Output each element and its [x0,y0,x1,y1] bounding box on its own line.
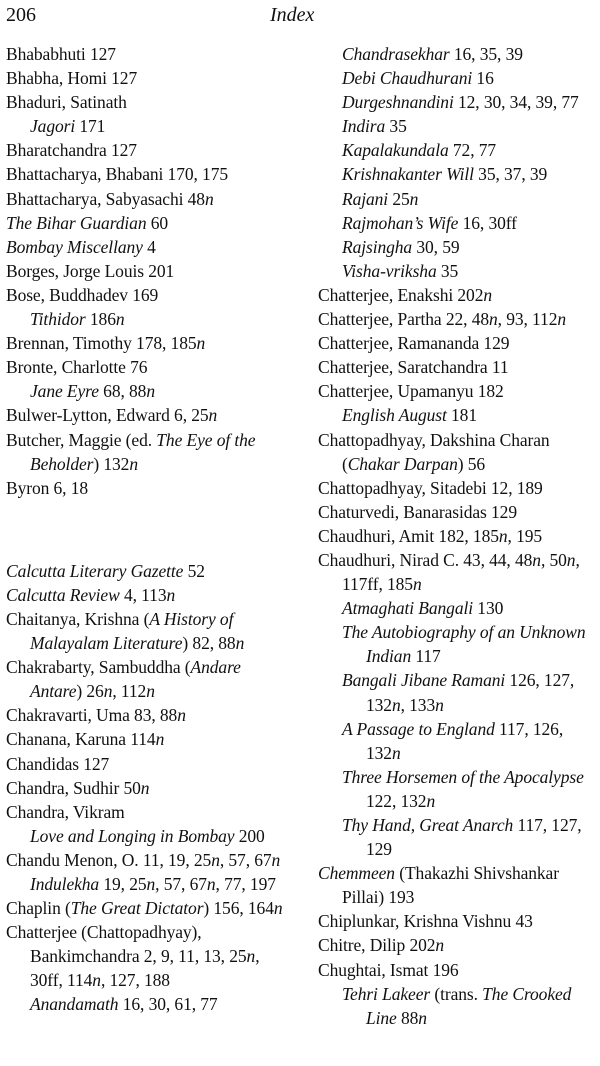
index-subentry: English August 181 [342,405,477,426]
index-subentry: Jagori 171 [30,116,106,137]
index-entry: Chatterjee, Partha 22, 48n, 93, 112n [318,309,567,330]
index-entry: Bose, Buddhadev 169 [6,284,159,305]
index-entry: Chaudhuri, Nirad C. 43, 44, 48n, 50n, 117ff, 185n [318,549,580,595]
index-subentry: Three Horsemen of the Apocalypse 122, 132n [342,766,584,811]
index-subentry: Rajmohan’s Wife 16, 30ff [342,212,517,233]
index-subentry: Bangali Jibane Ramani 126, 127, 132n, 133n [342,670,575,715]
page-number: 206 [6,4,36,26]
index-entry: Bhaduri, Satinath [6,92,127,113]
index-subentry: The Autobiography of an Unknown Indian 117 [342,622,586,667]
index-subentry: Indulekha 19, 25n, 57, 67n, 77, 197 [30,874,276,894]
index-entry: Bhababhuti 127 [6,44,116,64]
index-entry: Chaudhuri, Amit 182, 185n, 195 [318,525,543,546]
index-subentry: Tehri Lakeer (trans. The Crooked Line 88n [342,983,572,1028]
index-subentry: Durgeshnandini 12, 30, 34, 39, 77 [342,92,579,113]
index-entry: Chandidas 127 [6,753,110,774]
section-gap [6,517,296,541]
index-entry: Calcutta Review 4, 113n [6,584,176,605]
index-subentry: Rajani 25n [342,188,419,209]
index-subentry: Thy Hand, Great Anarch 117, 127, 129 [342,815,582,860]
index-column-left [6,42,296,1017]
index-entry: Chatterjee, Saratchandra 11 [318,357,509,378]
index-entry: The Bihar Guardian 60 [6,212,169,233]
index-subentry: Krishnakanter Will 35, 37, 39 [342,164,548,185]
index-entry: Chatterjee, Ramananda 129 [318,333,510,354]
index-entry: Chattopadhyay, Dakshina Charan (Chakar Darpan) 56 [318,429,550,474]
index-entry: Chakravarti, Uma 83, 88n [6,705,186,726]
index-entry: Chaturvedi, Banarasidas 129 [318,501,517,522]
index-subentry: Atmaghati Bangali 130 [342,598,504,619]
index-entry: Chatterjee, Upamanyu 182 [318,381,504,402]
index-entry: Bhattacharya, Sabyasachi 48n [6,188,214,209]
index-subentry: Tithidor 186n [30,309,125,330]
index-subentry: Jane Eyre 68, 88n [30,381,155,402]
index-entry: Chemmeen (Thakazhi Shivshankar Pillai) 193 [318,863,559,908]
index-entry: Chatterjee (Chattopadhyay), Bankimchandra 2, 9, 11, 13, 25n, 30ff, 114n, 127, 188 [6,922,260,991]
index-subentry: A Passage to England 117, 126, 132n [342,718,564,763]
index-entry: Chughtai, Ismat 196 [318,959,459,980]
index-entry: Chatterjee, Enakshi 202n [318,284,493,305]
index-subentry: Debi Chaudhurani 16 [342,68,494,89]
index-subentry: Love and Longing in Bombay 200 [30,825,265,846]
index-entry: Chandu Menon, O. 11, 19, 25n, 57, 67n [6,849,281,870]
index-entry: Chandra, Sudhir 50n [6,777,150,798]
index-subentry: Rajsingha 30, 59 [342,236,460,257]
index-subentry: Kapalakundala 72, 77 [342,140,497,161]
index-entry: Chitre, Dilip 202n [318,935,445,956]
index-entry: Bulwer-Lytton, Edward 6, 25n [6,405,218,426]
index-entry: Chaplin (The Great Dictator) 156, 164n [6,898,283,919]
index-entry: Byron 6, 18 [6,477,89,498]
index-entry: Bhattacharya, Bhabani 170, 175 [6,164,229,185]
index-entry: Bhabha, Homi 127 [6,68,138,89]
index-entry: Chakrabarty, Sambuddha (Andare Antare) 26n, 112n [6,657,241,702]
index-subentry: Chandrasekhar 16, 35, 39 [342,44,523,64]
index-entry: Chandra, Vikram [6,801,125,822]
index-subentry: Visha-vriksha 35 [342,260,459,281]
index-entry: Bharatchandra 127 [6,140,137,161]
index-entry: Chattopadhyay, Sitadebi 12, 189 [318,477,543,498]
index-entry: Butcher, Maggie (ed. The Eye of the Beholder) 132n [6,429,256,474]
index-subentry: Anandamath 16, 30, 61, 77 [30,994,218,1015]
index-entry: Calcutta Literary Gazette 52 [6,560,205,581]
index-entry: Chaitanya, Krishna (A History of Malayalam Literature) 82, 88n [6,608,245,654]
running-head: Index [270,4,315,26]
index-entry: Bombay Miscellany 4 [6,236,156,257]
index-entry: Chanana, Karuna 114n [6,729,165,750]
index-entry: Bronte, Charlotte 76 [6,357,148,378]
index-entry: Chiplunkar, Krishna Vishnu 43 [318,911,533,932]
index-column-right [318,42,598,1030]
index-entry: Borges, Jorge Louis 201 [6,260,175,281]
index-entry: Brennan, Timothy 178, 185n [6,333,206,354]
index-subentry: Indira 35 [342,116,407,137]
